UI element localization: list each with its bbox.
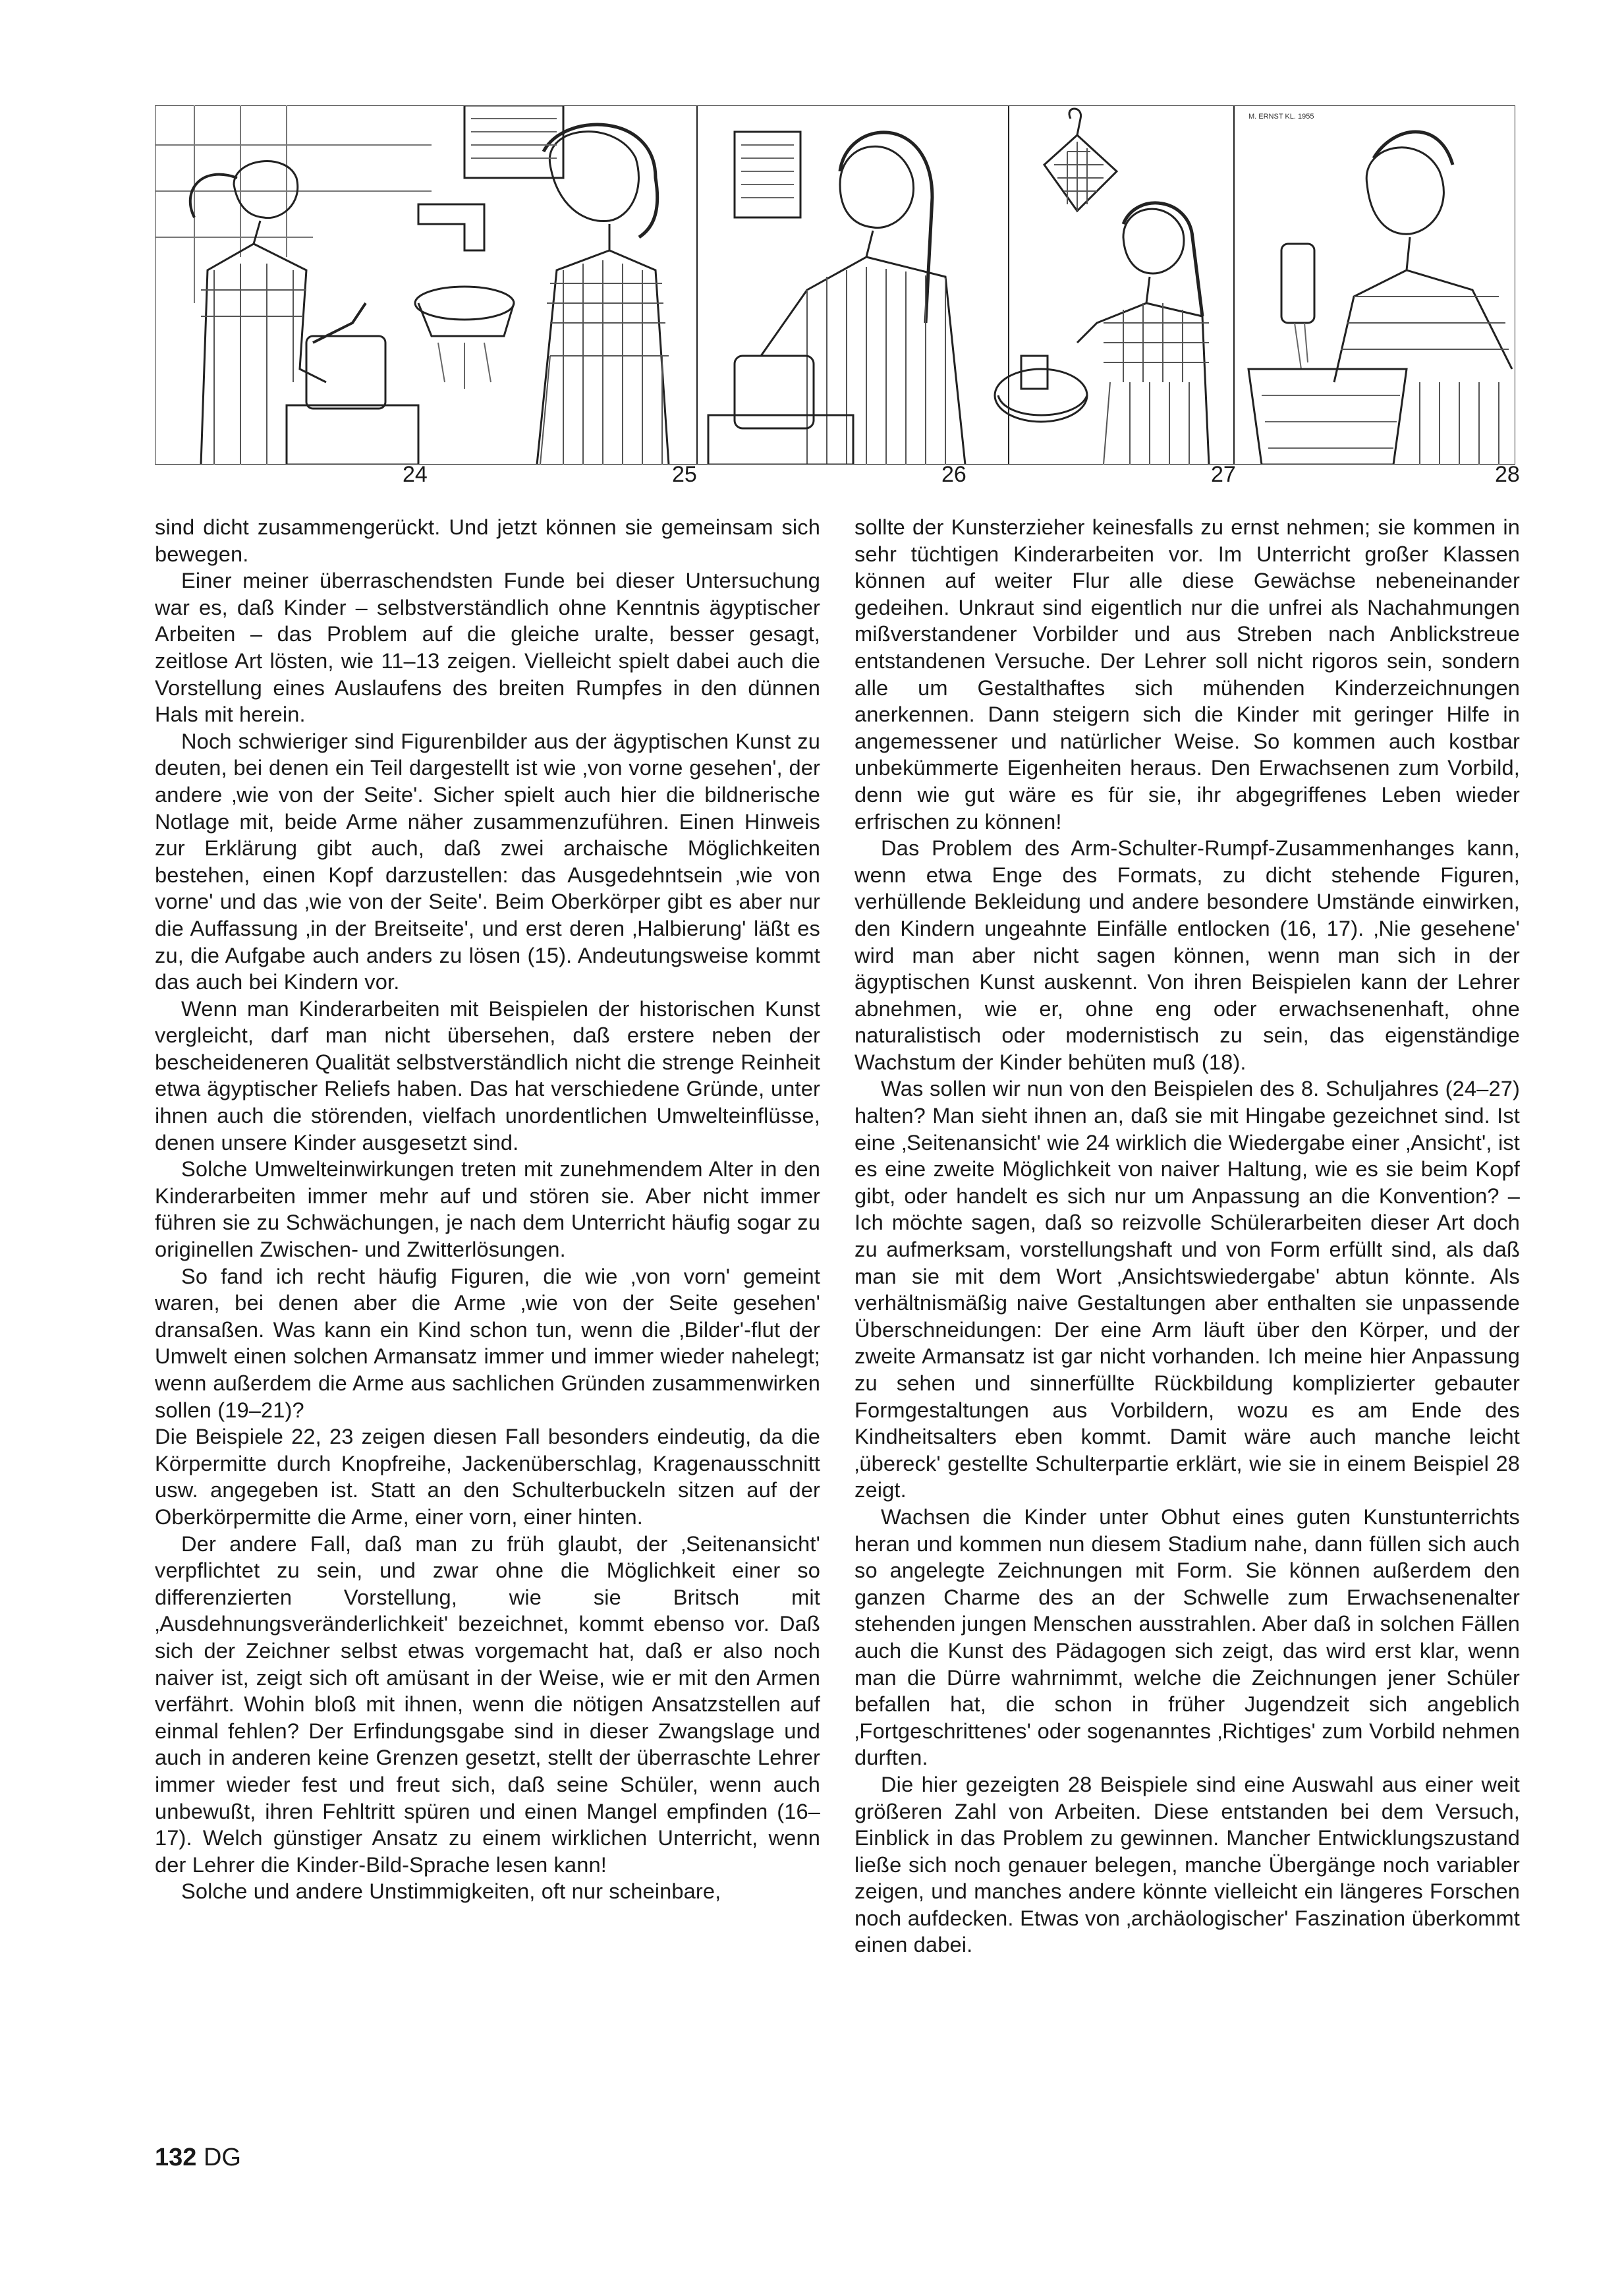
paragraph: Die hier gezeigten 28 Beispiele sind eine Auswahl aus einer weit größeren Zahl von Arbeiten. Diese entstanden bei dem Versuch, Einblick in das Problem zu gewinnen. Mancher Entwicklungszustand ließe sich noch genauer belegen, manche Übergänge noch variabler zeigen, und manches andere könnte vielleicht ein längeres Forschen noch aufdecken. Etwas von ‚archäologischer' Faszination überkommt einen dabei. [854, 1771, 1520, 1957]
figure-signature: M. ERNST KL. 1955 [1248, 113, 1314, 121]
page-footer [155, 2143, 241, 2172]
paragraph: Noch schwieriger sind Figurenbilder aus der ägyptischen Kunst zu deuten, bei denen ein Teil dargestellt ist wie ‚von vorne gesehen', der andere ‚wie von der Seite'. Sicher spielt auch hier die bildnerische Notlage mit, beide Arme näher zusammenzuführen. Einen Hinweis zur Erklärung gibt auch, daß zwei archaische Möglichkeiten bestehen, einen Kopf darzustellen: das Ausgedehntsein ‚wie von vorne' und das ‚wie von der Seite'. Beim Oberkörper gibt es aber nur die Auffassung ‚in der Breitseite', und erst deren ‚Halbierung' läßt es zu, die Aufgabe auch anders zu lösen (15). Andeutungsweise kommt das auch bei Kindern vor. [155, 728, 820, 994]
figure-label-25: 25 [672, 462, 697, 487]
paragraph: Wachsen die Kinder unter Obhut eines guten Kunstunterrichts heran und kommen nun diesem Stadium nahe, dann füllen sich auch so angelegte Zeichnungen mit Form. Sie können außerdem den ganzen Charme des an der Schwelle zum Erwachsenenalter stehenden jungen Menschen ausstrahlen. Aber daß in solchen Fällen auch die Kunst des Pädagogen sich zeigt, das wird erst klar, wenn man die Dürre wahrnimmt, welche die Zeichnungen jener Schüler befallen hat, die schon in früher Jugendzeit sich angeblich ‚Fortgeschrittenes' oder sogenanntes ‚Richtiges' zum Vorbild nehmen durften. [854, 1504, 1520, 1770]
paragraph: Der andere Fall, daß man zu früh glaubt, der ‚Seitenansicht' verpflichtet zu sein, und zwar ohne die Möglichkeit einer so differenzierten Vorstellung, wie sie Britsch mit ‚Ausdehnungsveränderlichkeit' bezeichnet, kommt ebenso vor. Daß sich der Zeichner selbst etwas vorgemacht hat, daß er also noch naiver ist, zeigt sich oft amüsant in der Weise, wie er mit den Armen verfährt. Wohin bloß mit ihnen, wenn die nötigen Ansatzstellen auf einmal fehlen? Der Erfindungsgabe sind in dieser Zwangslage und auch in anderen keine Grenzen gesetzt, stellt der überraschte Lehrer immer wieder fest und freut sich, daß seine Schüler, wenn auch unbewußt, ihren Fehltritt spüren und einen Mangel empfinden (16–17). Welch günstiger Ansatz zu einem wirklichen Unterricht, wenn der Lehrer die Kinder-Bild-Sprache lesen kann! [155, 1531, 820, 1877]
paragraph: sollte der Kunsterzieher keinesfalls zu ernst nehmen; sie kommen in sehr tüchtigen Kinderarbeiten vor. Im Unterricht großer Klassen können auf weiter Flur alle diese Gewächse nebeneinander gedeihen. Unkraut sind eigentlich nur die unfrei als Nachahmungen mißverstandener Vorbilder und aus Streben nach Anblickstreue entstandenen Versuche. Der Lehrer soll nicht rigoros sein, sondern alle um Gestalthaftes sich mühenden Kinderzeichnungen anerkennen. Dann steigern sich die Kinder mit geringer Hilfe in angemessener und natürlicher Weise. So kommen auch kostbar unbekümmerte Eigenheiten heraus. Den Erwachsenen zum Vorbild, denn wie gut wäre es für sie, ihr abgegriffenes Leben wieder erfrischen zu können! [854, 515, 1520, 834]
figure-strip [155, 105, 1515, 465]
right-column [854, 514, 1520, 1958]
paragraph: Solche und andere Unstimmigkeiten, oft nur scheinbare, [181, 1879, 721, 1904]
paragraph: Solche Umwelteinwirkungen treten mit zunehmendem Alter in den Kinderarbeiten immer mehr auf und stören sie. Aber nicht immer führen sie zu Schwächungen, je nach dem Unterricht häufig sogar zu originellen Zwischen- und Zwitterlösungen. [155, 1156, 820, 1262]
figure-label-24: 24 [403, 462, 428, 487]
paragraph: So fand ich recht häufig Figuren, die wie ‚von vorn' gemeint waren, bei denen aber die Arme ‚wie von der Seite gesehen' dransaßen. Was kann ein Kind schon tun, wenn die ‚Bilder'-flut der Umwelt einen solchen Armansatz immer und immer wieder nahelegt; wenn außerdem die Arme aus sachlichen Gründen zusammenwirken sollen (19–21)? [155, 1263, 820, 1422]
left-column [155, 514, 820, 1905]
journal-abbreviation: DG [203, 2144, 241, 2171]
paragraph: Wenn man Kinderarbeiten mit Beispielen der historischen Kunst vergleicht, darf man nicht übersehen, daß erstere neben der bescheideneren Qualität selbstverständlich nicht die strenge Reinheit etwa ägyptischer Reliefs haben. Das hat verschiedene Gründe, unter ihnen auch die störenden, vielfach unordentlichen Umwelteinflüsse, denen unsere Kinder ausgesetzt sind. [155, 996, 820, 1155]
figure-27-drawing [995, 105, 1234, 465]
paragraph: Die Beispiele 22, 23 zeigen diesen Fall besonders eindeutig, da die Körpermitte durch Knopfreihe, Jackenüberschlag, Kragenausschnitt usw. angegeben ist. Statt an den Schulterbuckeln sitzen auf der Oberkörpermitte die Arme, einer vorn, einer hinten. [155, 1424, 820, 1529]
figure-24-25-drawing [155, 105, 697, 465]
figure-label-27: 27 [1211, 462, 1236, 487]
figure-label-28: 28 [1495, 462, 1520, 487]
paragraph: Einer meiner überraschendsten Funde bei dieser Untersuchung war es, daß Kinder – selbstverständlich ohne Kenntnis ägyptischer Arbeiten – das Problem auf die gleiche uralte, besser gesagt, zeitlose Art lösten, wie 11–13 zeigen. Vielleicht spielt dabei auch die Vorstellung eines Auslaufens des breiten Rumpfes in den dünnen Hals mit herein. [155, 568, 820, 727]
paragraph: sind dicht zusammengerückt. Und jetzt können sie gemeinsam sich bewegen. [155, 515, 820, 566]
page-number: 132 [155, 2144, 197, 2171]
paragraph: Was sollen wir nun von den Beispielen des 8. Schuljahres (24–27) halten? Man sieht ihnen an, daß sie mit Hingabe gezeichnet sind. Ist eine ‚Seitenansicht' wie 24 wirklich die Wiedergabe einer ‚Ansicht', ist es eine zweite Möglichkeit von naiver Haltung, wie es sie beim Kopf gibt, oder handelt es sich nur um Anpassung an die Konvention? – Ich möchte sagen, daß so reizvolle Schülerarbeiten dieser Art doch zu aufmerksam, vorstellungshaft und von Form erfüllt sind, als daß man sie mit dem Wort ‚Ansichtswiedergabe' abtun könnte. Als verhältnismäßig naive Gestaltungen aber enthalten sie unpassende Überschneidungen: Der eine Arm läuft über den Körper, und der zweite Armansatz ist gar nicht vorhanden. Ich meine hier Anpassung zu sehen und sinnerfüllte Rückbildung komplizierter gebauter Formgestaltungen aus Vorbildern, wozu es am Ende des Kindheitsalters eben kommt. Damit wäre auch manche leicht ‚übereck' gestellte Schulterpartie erklärt, wie sie in einem Beispiel 28 zeigt. [854, 1076, 1520, 1502]
figure-28-drawing [1234, 105, 1515, 465]
figure-label-26: 26 [941, 462, 966, 487]
paragraph: Das Problem des Arm-Schulter-Rumpf-Zusammenhanges kann, wenn etwa Enge des Formats, zu dicht stehende Figuren, verhüllende Bekleidung und andere besondere Umstände einwirken, den Kindern ungeahnte Einfälle entlocken (16, 17). ‚Nie gesehene' wird man aber nicht sagen können, wenn man sich in der ägyptischen Kunst auskennt. Von ihren Beispielen kann der Lehrer abnehmen, wie er, ohne eng oder erwachsenenhaft, ohne naturalistisch oder modernistisch zu sein, das eigenständige Wachstum der Kinder behüten muß (18). [854, 836, 1520, 1074]
figure-26-drawing [697, 105, 1009, 465]
